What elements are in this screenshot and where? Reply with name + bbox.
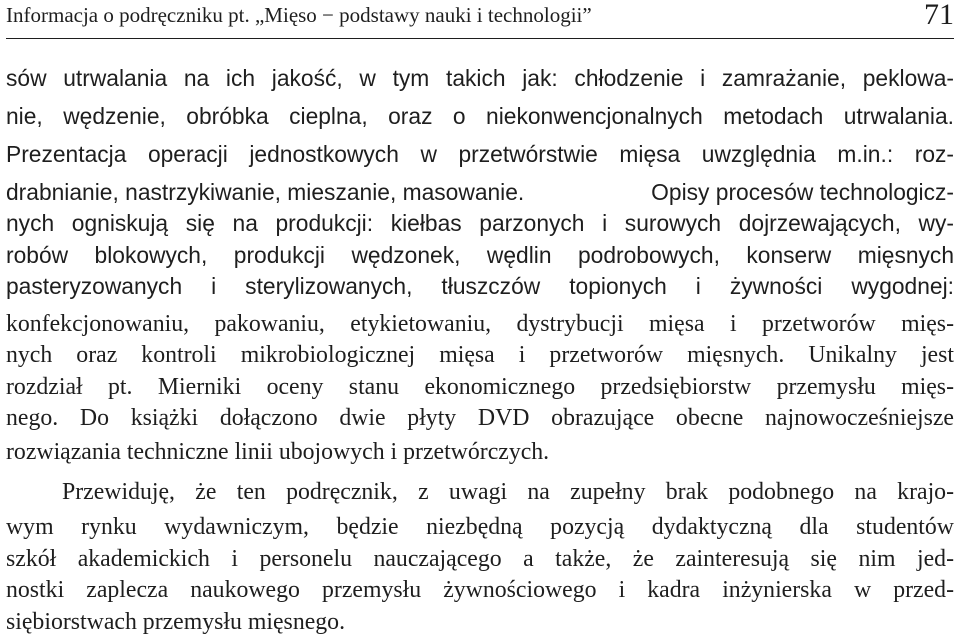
text-line: Prezentacja operacji jednostkowych w przetwórstwie mięsa uwzględnia m.in.: roz- [6, 141, 954, 167]
text-span: drabnianie, nastrzykiwanie, mieszanie, masowanie. [6, 179, 525, 205]
page-header [6, 0, 954, 39]
text-line: rozdział pt. Mierniki oceny stanu ekonomicznego przedsiębiorstw przemysłu mięs- [6, 374, 954, 400]
page-number: 71 [924, 0, 954, 31]
text-span: Opisy procesów technologicz- [651, 179, 954, 205]
text-line-mixed [6, 177, 954, 207]
text-line: nego. Do książki dołączono dwie płyty DVD obrazujące obecne najnowocześniejsze [6, 405, 954, 431]
text-line: wym rynku wydawniczym, będzie niezbędną pozycją dydaktyczną dla studentów [6, 514, 954, 540]
text-line: nie, wędzenie, obróbka cieplna, oraz o niekonwencjonalnych metodach utrwalania. [6, 103, 954, 129]
text-line: konfekcjonowaniu, pakowaniu, etykietowaniu, dystrybucji mięsa i przetworów mięs- [6, 311, 954, 337]
text-line: nych ogniskują się na produkcji: kiełbas parzonych i surowych dojrzewających, wy- [6, 210, 954, 236]
text-line: pasteryzowanych i sterylizowanych, tłuszczów topionych i żywności wygodnej: [6, 273, 954, 299]
text-line: rozwiązania techniczne linii ubojowych i przetwórczych. [6, 439, 550, 465]
text-line: siębiorstwach przemysłu mięsnego. [6, 609, 346, 635]
text-line: robów blokowych, produkcji wędzonek, wędlin podrobowych, konserw mięsnych [6, 242, 954, 268]
text-line: sów utrwalania na ich jakość, w tym takich jak: chłodzenie i zamrażanie, peklowa- [6, 65, 954, 91]
text-line: Przewiduję, że ten podręcznik, z uwagi na zupełny brak podobnego na krajo- [62, 479, 954, 505]
text-line: nych oraz kontroli mikrobiologicznej mięsa i przetworów mięsnych. Unikalny jest [6, 342, 954, 368]
text-line: szkół akademickich i personelu nauczającego a także, że zainteresują się nim jed- [6, 546, 954, 572]
text-line: nostki zaplecza naukowego przemysłu żywnościowego i kadra inżynierska w przed- [6, 577, 954, 603]
running-head: Informacja o podręczniku pt. „Mięso − podstawy nauki i technologii” [6, 3, 592, 27]
